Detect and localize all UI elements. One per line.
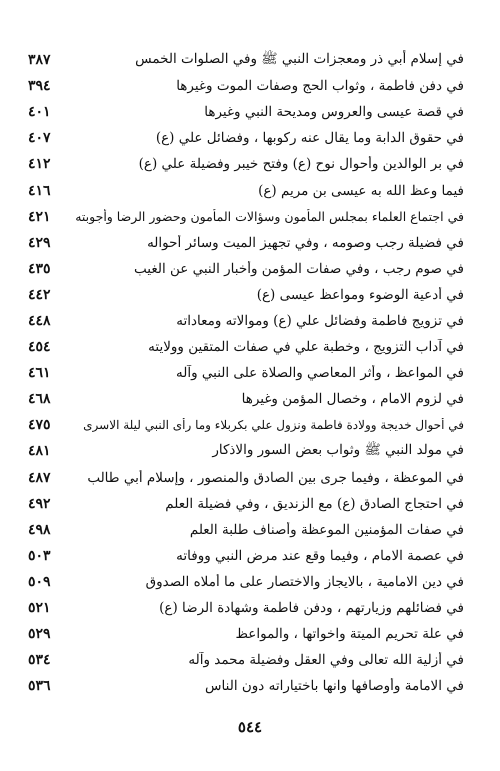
toc-entry-title: في المواعظ ، وأثر المعاصي والصلاة على النبي وآله — [175, 365, 464, 382]
toc-entry-title: في دين الامامية ، بالايجاز والاختصار على ما أملاه الصدوق — [145, 573, 464, 590]
toc-entry-page: ٣٩٤ — [28, 78, 51, 95]
toc-entry — [28, 412, 464, 438]
toc-entry-title: في بر الوالدين وأحوال نوح (ع) وفتح خيبر وفضيلة علي (ع) — [138, 156, 464, 173]
toc-entry-title: في الامامة وأوصافها وانها باختياراته دون الناس — [205, 678, 464, 695]
toc-entry-page: ٥٠٩ — [28, 573, 51, 590]
toc-entry-title: في آداب التزويج ، وخطبة علي في صفات المتقين وولايته — [148, 339, 464, 356]
toc-entry — [28, 621, 464, 647]
toc-entry-page: ٤٤٨ — [28, 312, 51, 329]
toc-entry-title: في صوم رجب ، وفي صفات المؤمن وأخبار النبي عن الغيب — [133, 260, 464, 277]
toc-entry — [28, 204, 464, 230]
toc-entry-title: في أزلية الله تعالى وفي العقل وفضيلة محمد وآله — [188, 652, 464, 669]
toc-entry-page: ٤١٦ — [28, 182, 51, 199]
toc-entry — [28, 125, 464, 151]
toc-entry-title: في احتجاج الصادق (ع) مع الزنديق ، وفي فضيلة العلم — [165, 495, 464, 512]
toc-entry-title: في علة تحريم الميتة واخواتها ، والمواعظ — [235, 626, 464, 643]
toc-entry-page: ٤٣٥ — [28, 260, 51, 277]
toc-entry-title: في قصة عيسى والعروس ومديحة النبي وغيرها — [204, 104, 464, 121]
toc-entry-page: ٤٧٥ — [28, 417, 51, 434]
toc-entry-page: ٣٨٧ — [28, 52, 51, 69]
toc-entry-page: ٤٦١ — [28, 365, 51, 382]
toc-entry — [28, 151, 464, 177]
toc-entry-page: ٥٠٣ — [28, 547, 51, 564]
toc-entry-page: ٤٥٤ — [28, 339, 51, 356]
toc-entry — [28, 360, 464, 386]
toc-entry — [28, 465, 464, 491]
toc-entry-page: ٤٠١ — [28, 104, 51, 121]
toc-entry — [28, 491, 464, 517]
toc-entry-title: في الموعظة ، وفيما جرى بين الصادق والمنصور ، وإسلام أبي طالب — [87, 469, 464, 486]
page-number: ٥٤٤ — [237, 718, 263, 736]
toc-entry — [28, 308, 464, 334]
toc-entry-title: في حقوق الدابة وما يقال عنه ركوبها ، وفضائل علي (ع) — [155, 130, 464, 147]
toc-entry-title: في صفات المؤمنين الموعظة وأصناف طلبة العلم — [189, 521, 464, 538]
toc-entry-title: في إسلام أبي ذر ومعجزات النبي ﷺ وفي الصلوات الخمس — [135, 51, 464, 68]
toc-entry-title: في تزويج فاطمة وفضائل علي (ع) وموالاته ومعاداته — [176, 312, 464, 329]
toc-entry-title: في مولد النبي ﷺ وثواب بعض السور والاذكار — [212, 442, 464, 459]
toc-entry — [28, 543, 464, 569]
toc-entry — [28, 282, 464, 308]
toc-entry — [28, 256, 464, 282]
toc-entry — [28, 569, 464, 595]
toc-entry-page: ٤٠٧ — [28, 130, 51, 147]
toc-entry-page: ٥٢١ — [28, 600, 51, 617]
toc-entry-title: في اجتماع العلماء بمجلس المأمون وسؤالات المأمون وحضور الرضا وأجوبته — [75, 209, 464, 225]
toc-entry-title: في عصمة الامام ، وفيما وقع عند مرض النبي ووفاته — [176, 547, 464, 564]
toc-entry-page: ٤٨١ — [28, 443, 51, 460]
toc-entry-title: في لزوم الامام ، وخصال المؤمن وغيرها — [241, 391, 464, 408]
toc-entry — [28, 517, 464, 543]
toc-entry-page: ٥٣٤ — [28, 652, 51, 669]
toc-entry-title: في أدعية الوضوء ومواعظ عيسى (ع) — [256, 286, 464, 303]
toc-entry-title: في أحوال خديجة وولادة فاطمة ونزول علي بكربلاء وما رأى النبي ليلة الاسرى — [83, 418, 464, 433]
toc-entry-title: في فضائلهم وزيارتهم ، ودفن فاطمة وشهادة الرضا (ع) — [159, 600, 464, 617]
toc-entry-page: ٤٤٢ — [28, 286, 51, 303]
toc-entry-page: ٤١٢ — [28, 156, 51, 173]
table-of-contents — [28, 47, 464, 699]
toc-entry-title: فيما وعظ الله به عيسى بن مريم (ع) — [258, 182, 464, 199]
toc-entry-page: ٤٩٨ — [28, 521, 51, 538]
toc-entry — [28, 47, 464, 73]
toc-entry-page: ٤٩٢ — [28, 495, 51, 512]
toc-entry-page: ٥٢٩ — [28, 626, 51, 643]
toc-entry-page: ٤٢١ — [28, 208, 51, 225]
toc-entry — [28, 230, 464, 256]
toc-entry — [28, 386, 464, 412]
toc-entry — [28, 99, 464, 125]
toc-entry — [28, 334, 464, 360]
toc-entry — [28, 647, 464, 673]
toc-entry-page: ٤٦٨ — [28, 391, 51, 408]
toc-entry — [28, 177, 464, 203]
toc-entry-page: ٥٣٦ — [28, 678, 51, 695]
toc-entry-title: في فضيلة رجب وصومه ، وفي تجهيز الميت وسائر أحواله — [147, 234, 464, 251]
toc-entry — [28, 595, 464, 621]
toc-entry-title: في دفن فاطمة ، وثواب الحج وصفات الموت وغيرها — [176, 78, 464, 95]
toc-entry — [28, 73, 464, 99]
toc-entry-page: ٤٨٧ — [28, 469, 51, 486]
toc-entry — [28, 438, 464, 464]
toc-entry — [28, 673, 464, 699]
toc-entry-page: ٤٢٩ — [28, 234, 51, 251]
